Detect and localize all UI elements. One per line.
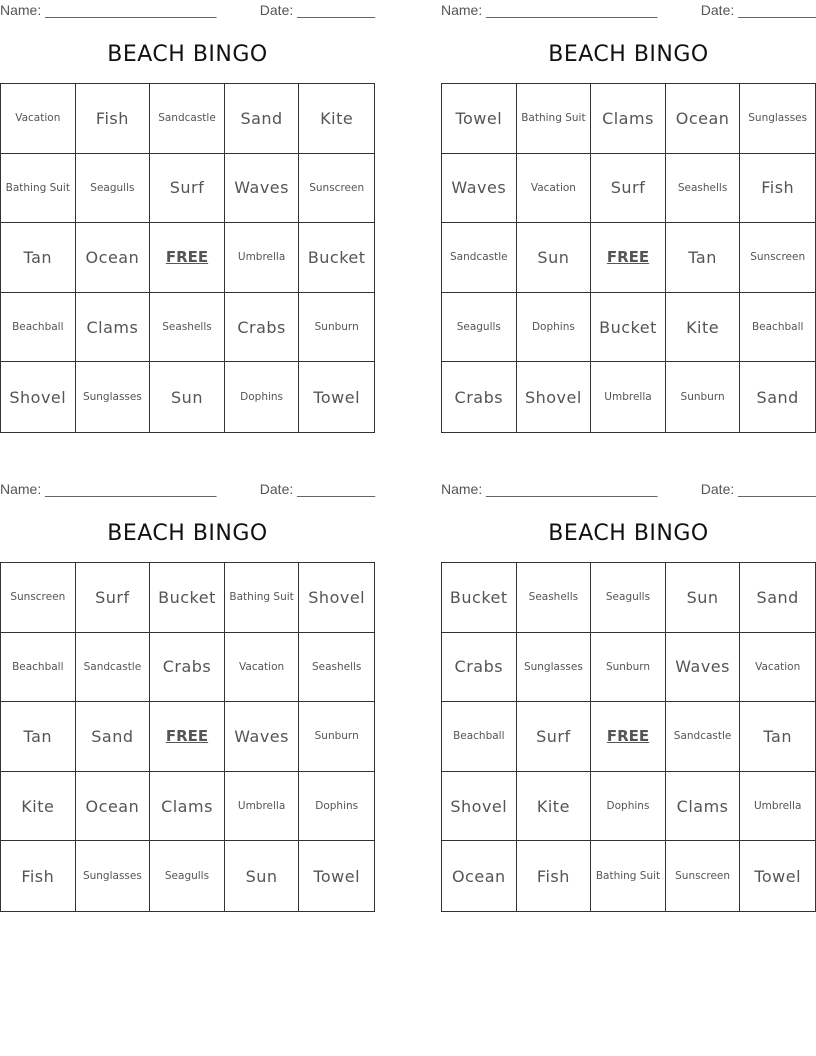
bingo-cell: Towel <box>313 866 361 886</box>
bingo-cell: Fish <box>76 84 151 154</box>
bingo-cell: Dophins <box>517 293 592 363</box>
bingo-cell: Sunglasses <box>76 362 151 432</box>
bingo-cell: Shovel <box>299 563 374 633</box>
card-title: BEACH BINGO <box>548 42 709 67</box>
bingo-cell: Bathing Suit <box>1 154 76 224</box>
bingo-cell: Surf <box>150 154 225 224</box>
name-field: Name: ______________________ <box>0 2 217 18</box>
bingo-cell: Crabs <box>442 633 517 703</box>
bingo-cell: Sunglasses <box>517 633 592 703</box>
bingo-cell: Clams <box>591 84 666 154</box>
bingo-grid <box>0 562 375 912</box>
bingo-cell: Vacation <box>517 154 592 224</box>
bingo-cell: Dophins <box>299 772 374 842</box>
bingo-cell: Umbrella <box>225 223 300 293</box>
date-field: Date: __________ <box>700 2 816 18</box>
bingo-cell: Bucket <box>299 223 374 293</box>
bingo-grid <box>0 83 375 433</box>
bingo-cell: Shovel <box>517 362 592 432</box>
bingo-cell: Sunglasses <box>740 84 815 154</box>
bingo-cell: Sand <box>740 563 815 633</box>
bingo-cell: Fish <box>1 841 76 911</box>
bingo-cell: Towel <box>442 84 517 154</box>
bingo-cell: Beachball <box>740 293 815 363</box>
bingo-cell: Seashells <box>299 633 374 703</box>
bingo-cell: Kite <box>299 84 374 154</box>
bingo-cell: Fish <box>740 154 815 224</box>
bingo-cell: Tan <box>1 223 76 293</box>
bingo-cell: Sandcastle <box>76 633 151 703</box>
bingo-cell: Crabs <box>225 293 300 363</box>
bingo-cell: Umbrella <box>225 772 300 842</box>
bingo-cell: Seagulls <box>76 154 151 224</box>
bingo-cell: Seagulls <box>591 563 666 633</box>
bingo-cell: Dophins <box>591 772 666 842</box>
bingo-cell: Ocean <box>666 84 741 154</box>
card-header <box>441 0 816 22</box>
bingo-cell: Waves <box>442 154 517 224</box>
name-field: Name: ______________________ <box>441 481 658 497</box>
bingo-cell: Seashells <box>517 563 592 633</box>
bingo-cell: Vacation <box>1 84 76 154</box>
date-field: Date: __________ <box>259 481 375 497</box>
card-title: BEACH BINGO <box>107 42 268 67</box>
bingo-cell: Shovel <box>1 362 76 432</box>
free-space: FREE <box>591 223 666 293</box>
bingo-cell: Sandcastle <box>442 223 517 293</box>
bingo-cell: Clams <box>666 772 741 842</box>
bingo-cell: Sun <box>666 563 741 633</box>
bingo-cell: Towel <box>754 866 802 886</box>
bingo-cell: Sunburn <box>666 362 741 432</box>
bingo-cell: Towel <box>313 387 361 407</box>
bingo-cell: Umbrella <box>591 362 666 432</box>
bingo-cell: Bathing Suit <box>517 84 592 154</box>
bingo-cell: Crabs <box>150 633 225 703</box>
bingo-cell: Vacation <box>740 633 815 703</box>
card-title: BEACH BINGO <box>548 521 709 546</box>
bingo-cell: Kite <box>517 772 592 842</box>
bingo-cell: Sunglasses <box>76 841 151 911</box>
bingo-cell: Sunscreen <box>299 154 374 224</box>
bingo-cell: Bucket <box>591 293 666 363</box>
bingo-cell: Ocean <box>442 841 517 911</box>
free-space: FREE <box>150 702 225 772</box>
bingo-cell: Seashells <box>150 293 225 363</box>
bingo-cell: Ocean <box>76 223 151 293</box>
bingo-cell: Sunburn <box>591 633 666 703</box>
bingo-cell: Umbrella <box>740 772 815 842</box>
card-header <box>441 479 816 501</box>
bingo-cell: Bathing Suit <box>225 563 300 633</box>
bingo-grid <box>441 83 816 433</box>
bingo-cell: Sunscreen <box>1 563 76 633</box>
bingo-cell: Sunburn <box>299 293 374 363</box>
bingo-card <box>0 479 375 886</box>
bingo-cell: Sun <box>150 362 225 432</box>
bingo-cell: Waves <box>666 633 741 703</box>
bingo-cell: Bathing Suit <box>591 841 666 911</box>
bingo-cell: Tan <box>666 223 741 293</box>
bingo-cell: Surf <box>517 702 592 772</box>
bingo-cell: Crabs <box>442 362 517 432</box>
bingo-card <box>441 479 816 886</box>
bingo-card <box>0 0 375 407</box>
name-field: Name: ______________________ <box>441 2 658 18</box>
bingo-cell: Seagulls <box>150 841 225 911</box>
card-title: BEACH BINGO <box>107 521 268 546</box>
bingo-cell: Sun <box>517 223 592 293</box>
bingo-cell: Beachball <box>1 293 76 363</box>
bingo-cell: Sunburn <box>299 702 374 772</box>
bingo-cell: Waves <box>225 702 300 772</box>
bingo-cell: Seashells <box>666 154 741 224</box>
bingo-cell: Surf <box>591 154 666 224</box>
bingo-cell: Dophins <box>225 362 300 432</box>
free-space: FREE <box>591 702 666 772</box>
bingo-cell: Bucket <box>150 563 225 633</box>
bingo-cell: Seagulls <box>442 293 517 363</box>
bingo-cell: Vacation <box>225 633 300 703</box>
name-field: Name: ______________________ <box>0 481 217 497</box>
bingo-cell: Kite <box>1 772 76 842</box>
date-field: Date: __________ <box>259 2 375 18</box>
bingo-cell: Beachball <box>1 633 76 703</box>
bingo-cell: Sandcastle <box>150 84 225 154</box>
bingo-cell: Sunscreen <box>666 841 741 911</box>
bingo-cell: Beachball <box>442 702 517 772</box>
bingo-grid <box>441 562 816 912</box>
bingo-cell: Sandcastle <box>666 702 741 772</box>
bingo-cell: Sand <box>756 387 799 407</box>
free-space: FREE <box>150 223 225 293</box>
bingo-cell: Surf <box>76 563 151 633</box>
bingo-cell: Fish <box>517 841 592 911</box>
bingo-cell: Waves <box>225 154 300 224</box>
bingo-cell: Sunscreen <box>740 223 815 293</box>
date-field: Date: __________ <box>700 481 816 497</box>
bingo-cell: Clams <box>76 293 151 363</box>
card-header <box>0 479 375 501</box>
bingo-cell: Ocean <box>76 772 151 842</box>
bingo-card <box>441 0 816 407</box>
bingo-cell: Kite <box>666 293 741 363</box>
card-header <box>0 0 375 22</box>
bingo-cell: Bucket <box>442 563 517 633</box>
bingo-cell: Sun <box>225 841 300 911</box>
bingo-cell: Sand <box>76 702 151 772</box>
bingo-cell: Tan <box>740 702 815 772</box>
bingo-cell: Shovel <box>442 772 517 842</box>
bingo-cell: Clams <box>150 772 225 842</box>
bingo-cell: Tan <box>1 702 76 772</box>
bingo-cell: Sand <box>225 84 300 154</box>
